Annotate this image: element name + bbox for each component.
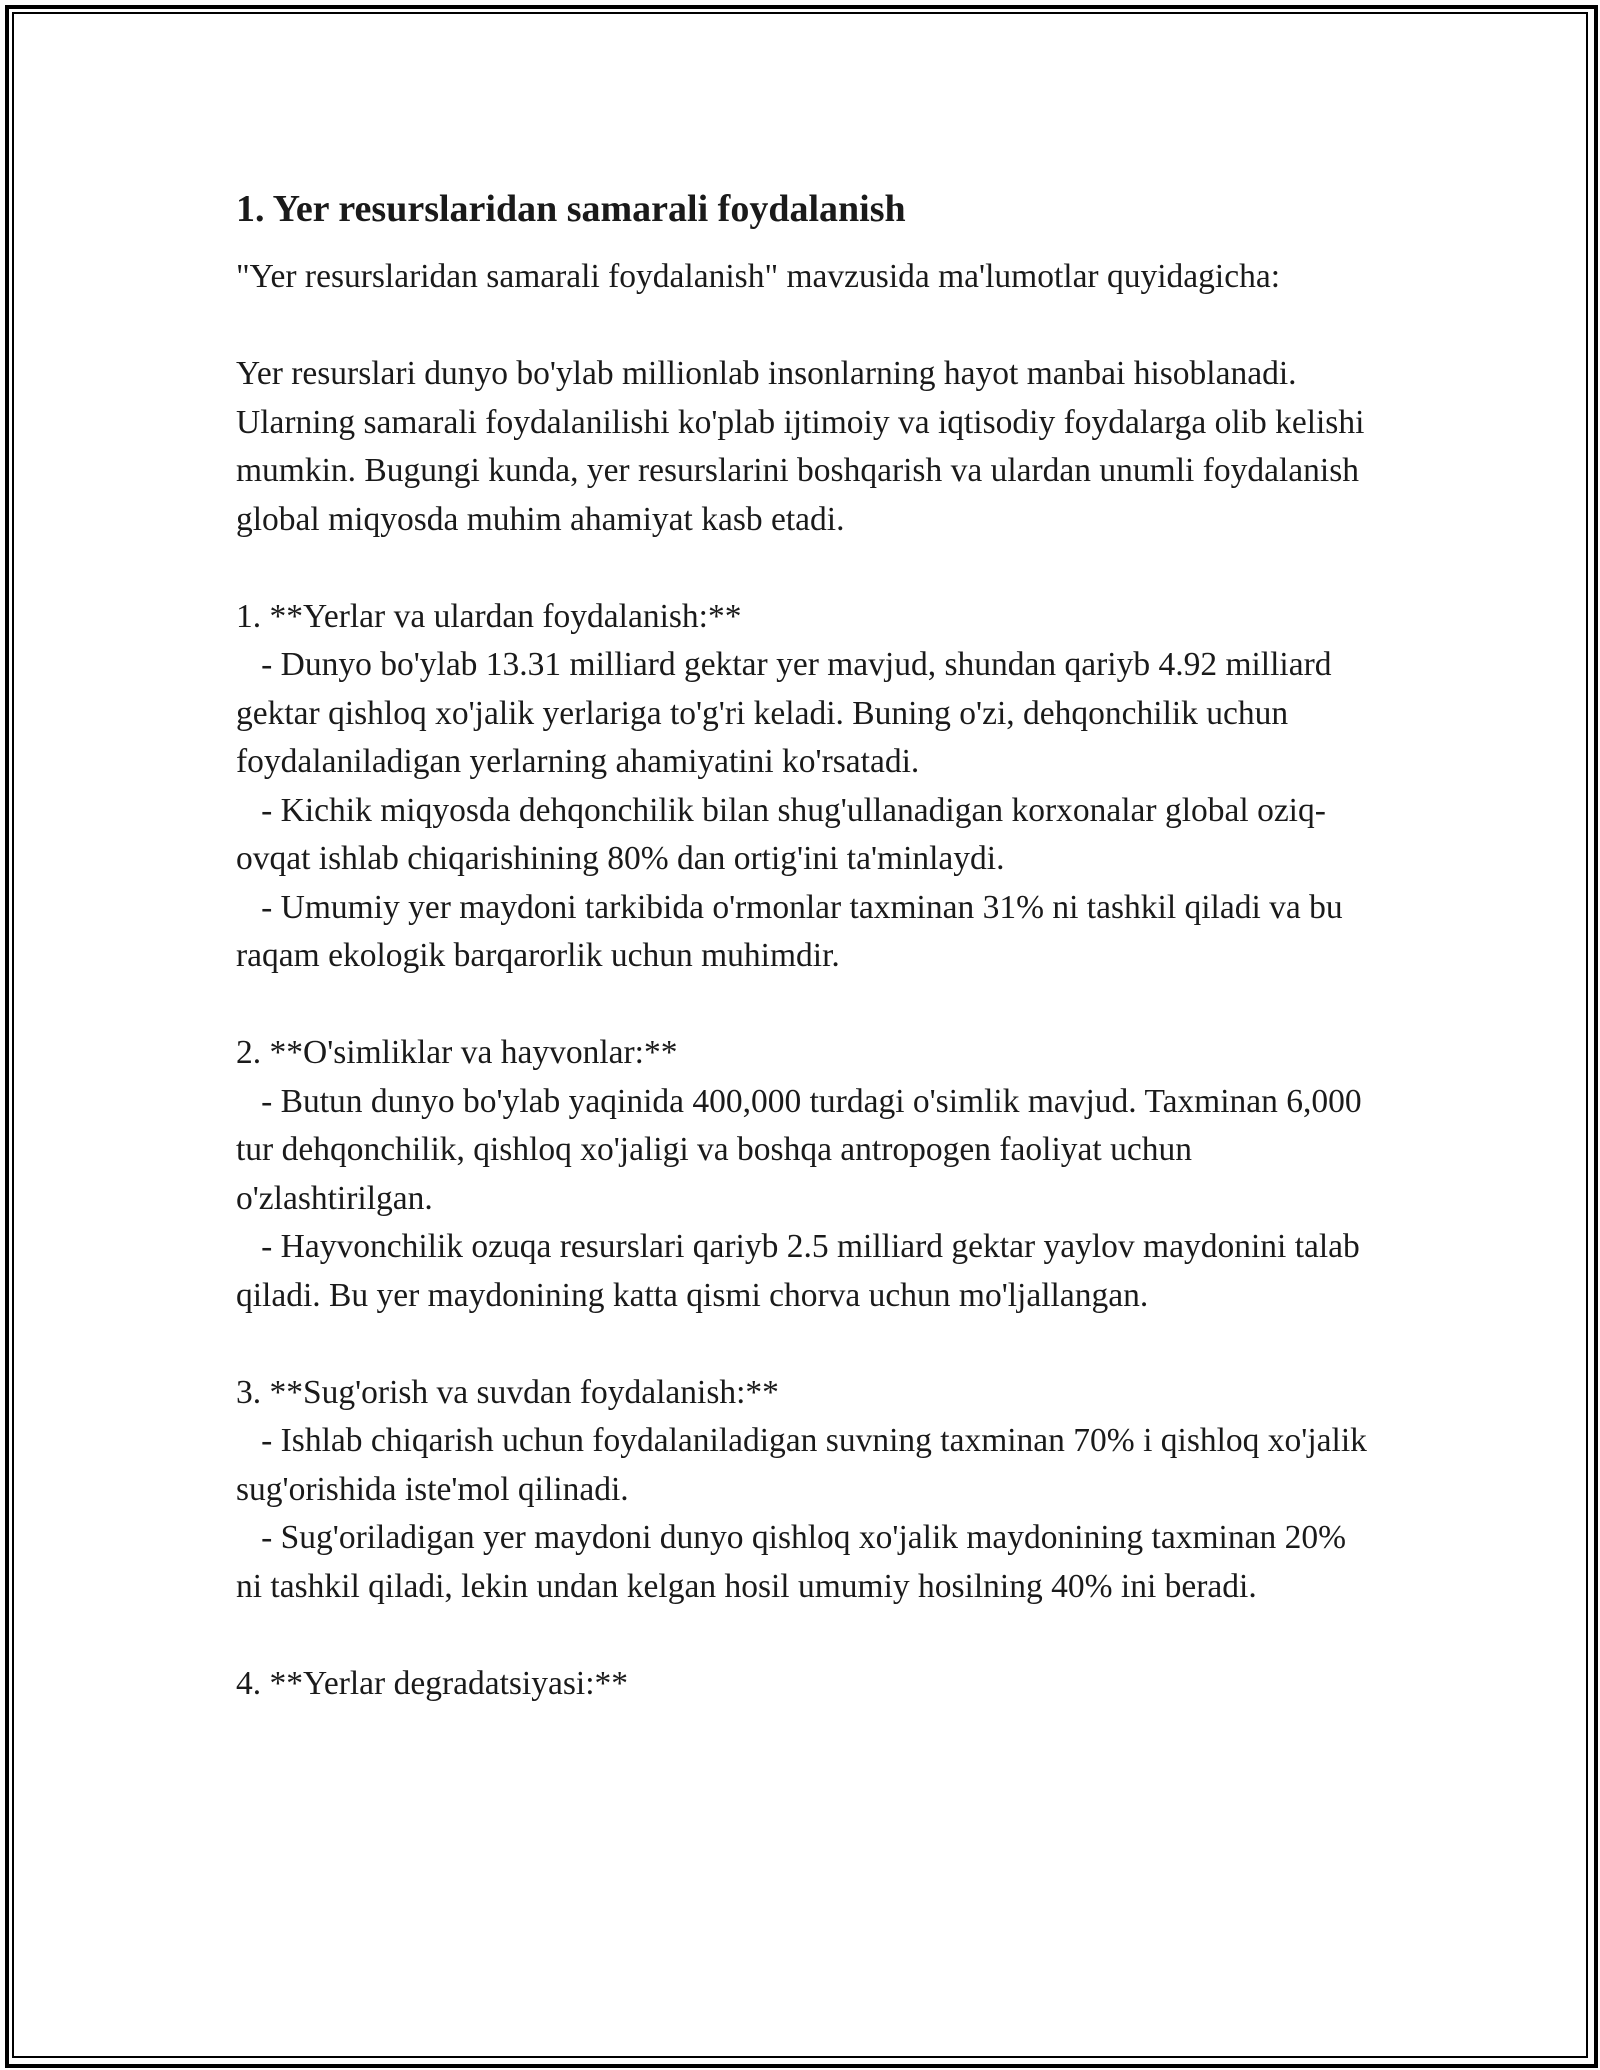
document-content bbox=[236, 185, 1376, 1708]
document-title: 1. Yer resurslaridan samarali foydalanish bbox=[236, 188, 906, 230]
document-body: "Yer resurslaridan samarali foydalanish" mavzusida ma'lumotlar quyidagicha: Yer resurslari dunyo bo'ylab millionlab insonlarning hayot manbai hisoblanadi. Ularning samarali foydalanilishi ko'plab ijtimoiy va iqtisodiy foydalarga olib kelishi mumkin. Bugungi kunda, yer resurslarini boshqarish va ulardan unumli foydalanish global miqyosda muhim ahamiyat kasb etadi. 1. **Yerlar va ulardan foydalanish:** - Dunyo bo'ylab 13.31 milliard gektar yer mavjud, shundan qariyb 4.92 milliard gektar qishloq xo'jalik yerlariga to'g'ri keladi. Buning o'zi, dehqonchilik uchun foydalaniladigan yerlarning ahamiyatini ko'rsatadi. - Kichik miqyosda dehqonchilik bilan shug'ullanadigan korxonalar global oziq-ovqat ishlab chiqarishining 80% dan ortig'ini ta'minlaydi. - Umumiy yer maydoni tarkibida o'rmonlar taxminan 31% ni tashkil qiladi va bu raqam ekologik barqarorlik uchun muhimdir. 2. **O'simliklar va hayvonlar:** - Butun dunyo bo'ylab yaqinida 400,000 turdagi o'simlik mavjud. Taxminan 6,000 tur dehqonchilik, qishloq xo'jaligi va boshqa antropogen faoliyat uchun o'zlashtirilgan. - Hayvonchilik ozuqa resurslari qariyb 2.5 milliard gektar yaylov maydonini talab qiladi. Bu yer maydonining katta qismi chorva uchun mo'ljallangan. 3. **Sug'orish va suvdan foydalanish:** - Ishlab chiqarish uchun foydalaniladigan suvning taxminan 70% i qishloq xo'jalik sug'orishida iste'mol qilinadi. - Sug'oriladigan yer maydoni dunyo qishloq xo'jalik maydonining taxminan 20% ni tashkil qiladi, lekin undan kelgan hosil umumiy hosilning 40% ini beradi. 4. **Yerlar degradatsiyasi:** bbox=[236, 258, 1367, 1702]
